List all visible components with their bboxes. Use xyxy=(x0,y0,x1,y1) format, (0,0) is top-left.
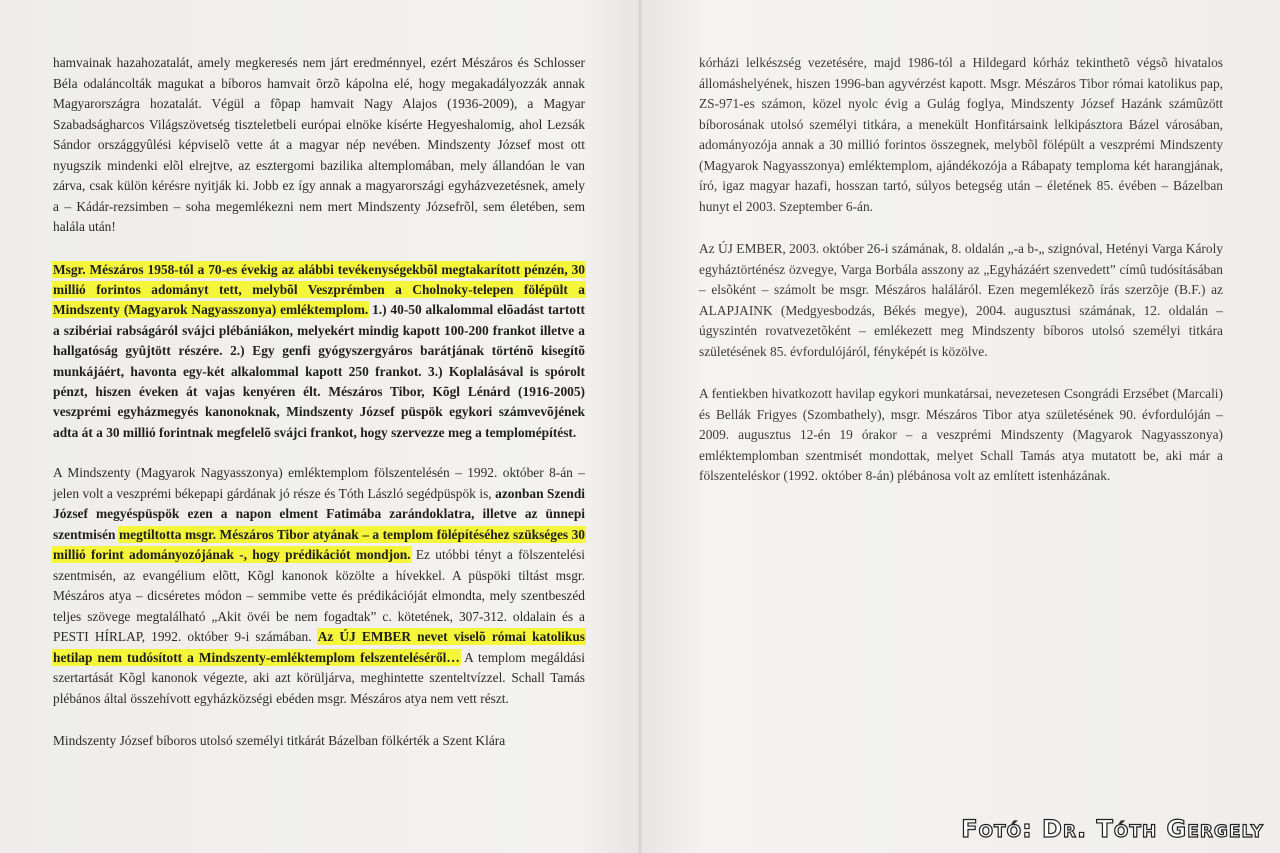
right-paragraph-1: kórházi lelkészség vezetésére, majd 1986-tól a Hildegard kórház tekinthetõ végsõ hivatalos állomáshelyének, hiszen 1996-ban agyvérzést kapott. Msgr. Mészáros Tibor római katolikus pap, ZS-971-es számon, közel nyolc évig a Gulág foglya, Mindszenty József Hazánk számûzött bíborosának utolsó személyi titkára, a menekült Honfitársaink lelkipásztora Bázel városában, adományozója annak a 30 millió forintos összegnek, melybõl fölépült a veszprémi Mindszenty (Magyarok Nagyasszonya) emléktemplom, ajándékozója a Rábapaty temploma két harangjának, író, igaz magyar hazafi, hosszan tartó, súlyos betegség után – életének 85. évében – Bázelban hunyt el 2003. Szeptember 6-án. xyxy=(699,55,1223,214)
highlighted-text: Msgr. Mészáros 1958-tól a 70-es évekig az alábbi tevékenységekbõl megtakarított pénzén, 30 millió forintos adományt tett, melybõl Veszprémben a Cholnoky-telepen fölépült a Mindszenty (Magyarok Nagyasszonya) emléktemplom. xyxy=(53,261,585,318)
left-paragraph-1: hamvainak hazahozatalát, amely megkeresés nem járt eredménnyel, ezért Mészáros és Schlosser Béla odaláncolták magukat a bíboros hamvait õrzõ kápolna elé, hogy megakadályozzák annak Magyarországra hozatalát. Végül a fõpap hamvait Nagy Alajos (1936-2009), a Magyar Szabadságharcos Világszövetség tiszteletbeli európai elnöke kísérte Hegyeshalomig, ahol Lezsák Sándor országgyûlési képviselõ vette át a magyar nép nevében. Mindszenty József most ott nyugszik mindenki elõl elrejtve, az esztergomi bazilika altemplomában, mely állandóan le van zárva, csak külön kérésre nyitják ki. Jobb ez így annak a magyarországi egyházvezetésnek, amely a – Kádár-rezsimben – soha megemlékezni nem mert Mindszenty Józsefrõl, sem életében, sem halála után! xyxy=(53,55,585,234)
right-paragraph-2: Az ÚJ EMBER, 2003. október 26-i számának, 8. oldalán „-a b-„ szignóval, Hetényi Varga Károly egyháztörténész özvegye, Varga Borbála asszony az „Egyházáért szenvedett” címû tudósításában – elsõként – számolt be msgr. Mészáros haláláról. Ezen megemlékezõ írás szerzõje (B.F.) az ALAPJAINK (Medgyesbodzás, Békés megye), 2004. augusztusi számának, 12. oldalán – úgyszintén rovatvezetõként – emlékezett meg Mindszenty bíboros utolsó személyi titkára születésének 85. évfordulójáról, fényképét is közölve. xyxy=(699,241,1223,359)
photo-credit-watermark: Fotó: Dr. Tóth Gergely xyxy=(961,815,1264,843)
right-paragraph-3: A fentiekben hivatkozott havilap egykori munkatársai, nevezetesen Csongrádi Erzsébet (Marcali) és Bellák Frigyes (Szombathely), msgr. Mészáros Tibor atya születésének 90. évfordulóján – 2009. augusztus 12-én 19 órakor – a veszprémi Mindszenty (Magyarok Nagyasszonya) emléktemplomban szentmisét mondottak, melyet Schall Tamás atya mutatott be, aki már a fölszenteléskor (1992. október 8-án) plébánosa volt az említett istenházának. xyxy=(699,386,1223,483)
paragraph-2-rest: 1.) 40-50 alkalommal elõadást tartott a szibériai rabságáról svájci plébániákon, melyekért mindig kapott 100-200 frankot illetve a hallgatóság gyûjtött részére. 2.) Egy genfi gyógyszergyáros barátjának történõ kisegítõ munkájáért, havonta egy-két alkalommal kapott 250 frankot. 3.) Koplalásával is spórolt pénzt, hiszen éveken át vajas kenyéren élt. Mészáros Tibor, Kõgl Lénárd (1916-2005) veszprémi egyházmegyés kanonoknak, Mindszenty József püspök egykori számvevõjének adta át a 30 millió forintnak megfelelõ svájci frankot, hogy szervezze meg a templomépítést. xyxy=(53,302,585,440)
paragraph-3-part-d: Ez utóbbi tényt a fölszentelési szentmisén, az evangélium elõtt, Kõgl kanonok közölte a hívekkel. A püspöki tiltást msgr. Mészáros atya – dicséretes módon – semmibe vette és prédikációját elmondta, mely szentbeszéd teljes szövege megtalálható „Akit övéi be nem fogadtak” c. kötetének, 307-312. oldalain és a PESTI HÍRLAP, 1992. október 9-i számában. xyxy=(53,547,585,645)
paragraph-3-bold: azonban Szendi József megyéspüspök ezen a napon elment Fatimába zarándoklatra, illetve az ünnepi szentmisén xyxy=(53,485,586,542)
paragraph-3-part-f: A templom megáldási szertartását Kõgl kanonok végezte, aki azt körüljárva, meghintette szenteltvízzel. Schall Tamás plébános által összehívott egyházközségi ebéden msgr. Mészáros atya nem vett részt. xyxy=(53,649,585,706)
right-page xyxy=(699,53,1223,509)
left-paragraph-4: Mindszenty József bíboros utolsó személyi titkárát Bázelban fölkérték a Szent Klára xyxy=(53,733,506,749)
left-page xyxy=(53,53,585,774)
left-paragraph-2 xyxy=(53,260,585,444)
left-paragraph-3 xyxy=(53,463,585,709)
highlighted-text: megtiltotta msgr. Mészáros Tibor atyának – a templom fölépítéséhez szükséges 30 millió forint adományozójának -, hogy prédikációt mondjon. xyxy=(53,526,585,563)
page-fold xyxy=(638,0,642,853)
highlighted-text: Az ÚJ EMBER nevet viselõ római katolikus hetilap nem tudósított a Mindszenty-emléktemplom felszenteléséről… xyxy=(53,629,585,665)
paragraph-3-part-a: A Mindszenty (Magyarok Nagyasszonya) emléktemplom fölszentelésén – 1992. október 8-án – jelen volt a veszprémi békepapi gárdának jó része és Tóth László segédpüspök is, xyxy=(53,465,585,501)
